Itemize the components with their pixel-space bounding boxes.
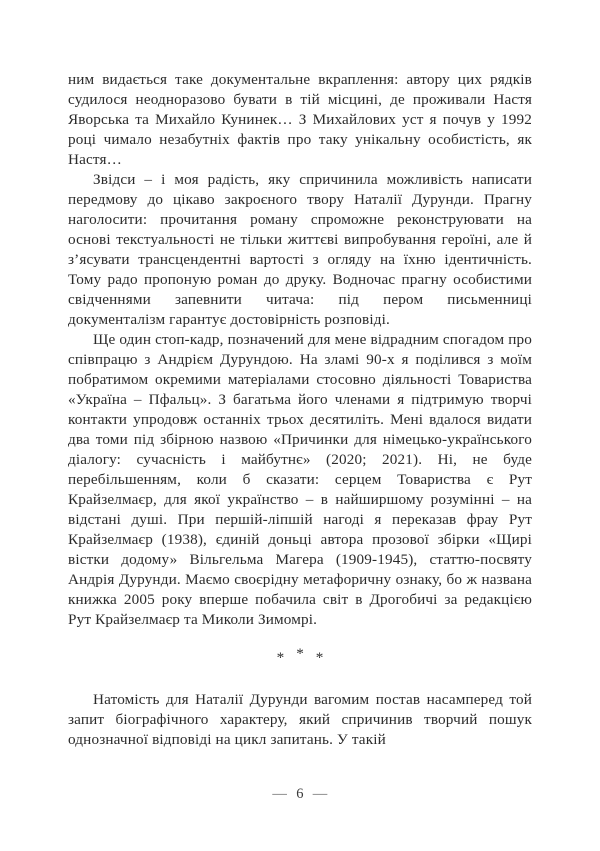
footer-dash-left: —: [272, 786, 288, 802]
asterisk-left: *: [276, 649, 285, 666]
paragraph-continuation: ним видається таке документальне вкраплення: автору цих рядків судилося неодноразово бувати в тій місцині, де проживали Настя Яворська та Михайло Кунинек… З Михайлових уст я почув у 1992 році чимало незабутніх фактів про таку унікальну особистість, як Настя…: [68, 71, 532, 168]
asterisk-right: *: [315, 649, 324, 666]
spacer: [68, 676, 532, 690]
paragraph: Ще один стоп-кадр, позначений для мене відрадним спогадом про співпрацю з Андрієм Дурундою. На зламі 90-х я поділився з моїм побратимом окремими матеріалами стосовно діяльності Товариства «Україна – Пфальц». З багатьма його членами я підтримую творчі контакти упродовж останніх трьох десятиліть. Мені вдалося видати два томи під збірною назвою «Причинки для німецько-українського діалогу: сучасність і майбутнє» (2020; 2021). Ні, не буде перебільшенням, коли б сказати: серцем Товариства є Рут Крайзелмаєр, для якої українство – в найширшому розумінні – на відстані душі. При першій-ліпшій нагоді я переказав фрау Рут Крайзелмаєр (1938), єдиній доньці автора прозової збірки «Щирі вістки додому» Вільгельма Магера (1909-1945), статтю-посвяту Андрія Дурунди. Маємо своєрідну метафоричну ознаку, бо ж названа книжка 2005 року вперше побачила світ в Дрогобичі за редакцією Рут Крайзелмаєр та Миколи Зимомрі.: [68, 331, 532, 628]
asterisk-middle: *: [296, 645, 304, 662]
footer-dash-right: —: [312, 786, 328, 802]
page-footer: [0, 786, 600, 803]
paragraph: Натомість для Наталії Дурунди вагомим постав насамперед той запит біографічного характеру, який спричинив творчий пошук однозначної відповіді на цикл запитань. У такій: [68, 691, 532, 748]
paragraph: Звідси – і моя радість, яку спричинила можливість написати передмову до цікаво закроєного твору Наталії Дурунди. Прагну наголосити: прочитання роману спроможне реконструювати на основі текстуальності не тільки життєві випробування героїні, але й з’ясувати трансцендентні вартості з огляду на їхню ідентичність. Тому радо пропоную роман до друку. Водночас прагну особистими свідченнями запевнити читача: під пером письменниці документалізм гарантує достовірність розповіді.: [68, 171, 532, 328]
page-text-block: [68, 70, 532, 750]
page-number: 6: [296, 786, 304, 802]
section-separator: [68, 630, 532, 676]
